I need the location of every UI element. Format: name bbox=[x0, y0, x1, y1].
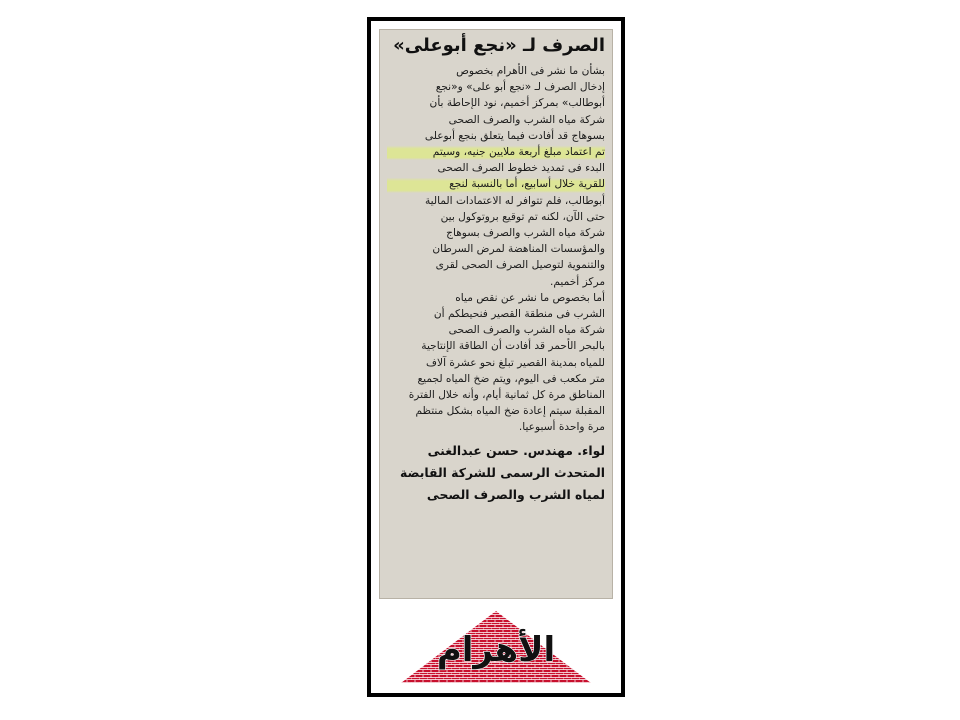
paragraph-1 bbox=[387, 63, 605, 290]
text-line: بسوهاج قد أفادت فيما يتعلق بنجع أبوعلى bbox=[424, 129, 605, 142]
paragraph-2 bbox=[387, 290, 605, 436]
highlighted-text-line: للقرية خلال أسابيع، أما بالنسبة لنجع bbox=[387, 176, 605, 192]
article-headline: الصرف لـ «نجع أبوعلى» bbox=[393, 35, 605, 56]
text-line: أما بخصوص ما نشر عن نقص مياه bbox=[455, 291, 605, 304]
text-line: المقبلة سيتم إعادة ضخ المياه بشكل منتظم bbox=[415, 405, 605, 418]
text-line: بشأن ما نشر فى الأهرام بخصوص bbox=[456, 65, 605, 77]
signature-title: المتحدث الرسمى للشركة القابضة bbox=[400, 464, 605, 480]
highlighted-text-line: تم اعتماد مبلغ أربعة ملايين جنيه، وسيتم bbox=[387, 144, 605, 160]
text-line: متر مكعب فى اليوم، ويتم ضخ المياه لجميع bbox=[417, 372, 605, 385]
text-line: المناطق مرة كل ثمانية أيام، وأنه خلال الفترة bbox=[408, 389, 605, 402]
pyramid-logo-graphic bbox=[379, 605, 613, 685]
text-line: إدخال الصرف لـ «نجع أبو على» و«نجع bbox=[435, 81, 605, 94]
newspaper-clipping bbox=[379, 29, 613, 599]
text-line: حتى الآن، لكنه تم توقيع بروتوكول بين bbox=[440, 210, 605, 223]
text-line: أبوطالب» بمركز أخميم، نود الإحاطة بأن bbox=[429, 97, 605, 110]
text-line: البدء فى تمديد خطوط الصرف الصحى bbox=[437, 162, 605, 175]
signature-name: لواء. مهندس. حسن عبدالغنى bbox=[427, 442, 605, 458]
text-line: شركة مياه الشرب والصرف بسوهاج bbox=[446, 227, 605, 240]
signature-block bbox=[379, 436, 613, 506]
text-line: شركة مياه الشرب والصرف الصحى bbox=[448, 324, 605, 337]
text-line: مركز أخميم. bbox=[549, 275, 605, 288]
text-line: للمياه بمدينة القصير تبلغ نحو عشرة آلاف bbox=[426, 356, 605, 369]
logo-text: الأهرام bbox=[436, 630, 556, 670]
text-line: شركة مياه الشرب والصرف الصحى bbox=[448, 113, 605, 126]
text-line: والتنموية لتوصيل الصرف الصحى لقرى bbox=[435, 259, 605, 272]
text-line: والمؤسسات المناهضة لمرض السرطان bbox=[432, 243, 605, 256]
text-line: بالبحر الأحمر قد أفادت أن الطاقة الإنتاجية bbox=[421, 340, 605, 353]
signature-organization: لمياه الشرب والصرف الصحى bbox=[426, 486, 605, 502]
text-line: أبوطالب، فلم تتوافر له الاعتمادات المالية bbox=[424, 194, 605, 207]
ahram-logo bbox=[379, 605, 613, 685]
text-line: مرة واحدة أسبوعيا. bbox=[518, 421, 605, 434]
text-line: الشرب فى منطقة القصير فنحيطكم أن bbox=[433, 308, 605, 321]
article-body bbox=[379, 61, 613, 436]
article-frame bbox=[367, 17, 625, 697]
